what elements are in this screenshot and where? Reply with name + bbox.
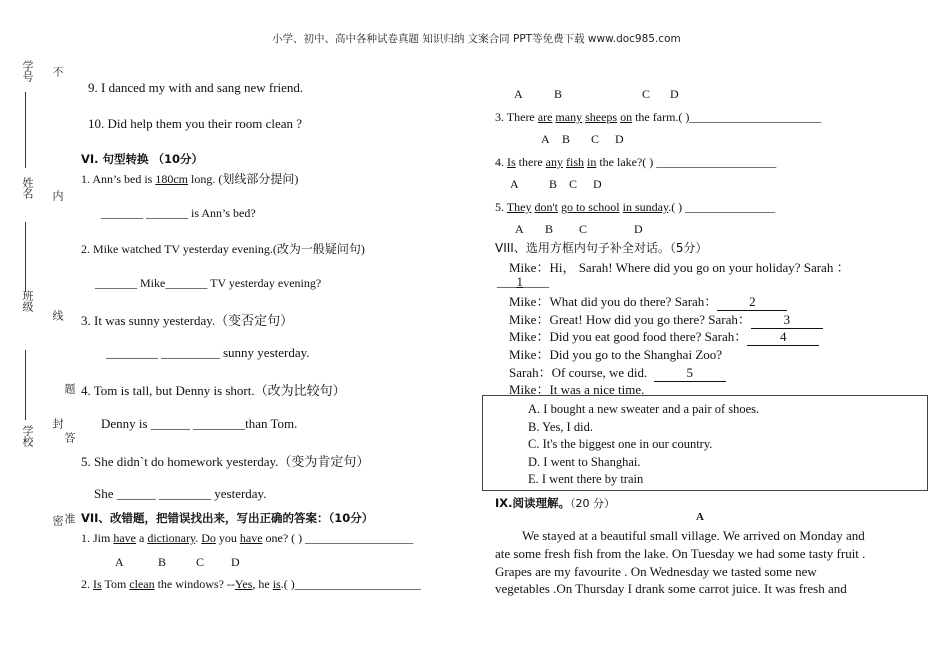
section-6-title: VI. 句型转换 （10分） — [81, 152, 204, 166]
section-8-title: VIII、选用方框内句子补全对话。（5分） — [495, 241, 708, 255]
option-label: D — [670, 87, 679, 101]
s6-item-3: 3. It was sunny yesterday.（变否定句） — [81, 313, 294, 328]
blank-number-1: 1 — [516, 274, 523, 289]
dialogue-line-7: Mike：It was a nice time. — [509, 382, 645, 397]
passage-title: A — [696, 511, 704, 523]
s7-item-3 — [495, 110, 821, 125]
dialogue-line-1: Mike：Hi， Sarah! Where did you go on your holiday? Sarah ： — [509, 260, 850, 275]
option-label: A — [510, 177, 519, 191]
dialogue-text: Sarah：Of course, we did. — [509, 365, 648, 380]
seal-word: 线 — [51, 310, 64, 321]
dialogue-line-2 — [509, 291, 787, 311]
s6-item-1-pre: 1. Ann’s bed is — [81, 172, 156, 186]
s7-item-2 — [81, 577, 421, 592]
blank-number-4: 4 — [747, 329, 819, 346]
option-label: C — [642, 87, 651, 101]
text-part: . — [195, 531, 202, 545]
s7-item-1 — [81, 531, 413, 546]
marked-word-d: in sunday — [622, 200, 669, 214]
text-part: the windows? -- — [154, 577, 235, 591]
option-label: D — [593, 177, 602, 191]
s6-item-2-answer: _______ Mike_______ TV yesterday evening? — [95, 276, 322, 290]
s6-item-5: 5. She didn`t do homework yesterday.（变为肯定句） — [81, 454, 370, 469]
option-label: A — [514, 87, 523, 101]
s7-item-4 — [495, 155, 776, 170]
box-option-c: C. It's the biggest one in our country. — [528, 437, 713, 451]
text-part: one? ( ) __________________ — [262, 531, 414, 545]
s6-item-4-answer: Denny is ______ ________than Tom. — [101, 416, 298, 431]
blank-underline: ___ — [497, 274, 517, 289]
option-label: C — [196, 555, 205, 569]
s7-item-5-options — [515, 222, 643, 237]
passage-line-1: We stayed at a beautiful small village. We arrived on Monday and — [522, 528, 865, 543]
s6-item-1 — [81, 170, 298, 187]
marked-word-a: are — [537, 110, 553, 124]
option-label: A — [541, 132, 550, 146]
seal-word: 不 — [51, 66, 64, 77]
option-label: B — [562, 132, 571, 146]
section-9-title-en: IX.阅读理解。 — [495, 496, 571, 510]
marked-word-d: on — [620, 110, 633, 124]
dialogue-blank-1-line — [497, 274, 549, 290]
s6-item-4: 4. Tom is tall, but Denny is short.（改为比较句） — [81, 383, 346, 398]
blank-number-3: 3 — [751, 312, 823, 329]
text-part: 5. — [495, 200, 507, 214]
option-label: D — [615, 132, 624, 146]
option-label: D — [231, 555, 240, 569]
seal-word: 内 — [51, 190, 64, 201]
s7-item-5 — [495, 200, 775, 215]
option-label: C — [591, 132, 600, 146]
box-option-a: A. I bought a new sweater and a pair of shoes. — [528, 402, 760, 416]
box-option-d: D. I went to Shanghai. — [528, 455, 641, 469]
option-label: B — [545, 222, 554, 236]
s6-item-1-post: long. (划线部分提问) — [188, 172, 299, 186]
options-box — [482, 395, 928, 491]
option-label: B — [554, 87, 563, 101]
seal-word: 准 — [63, 513, 76, 524]
margin-line — [25, 350, 26, 420]
option-label: B — [549, 177, 558, 191]
s7-item-4-options — [510, 177, 602, 192]
text-part: Tom — [101, 577, 130, 591]
section-9-title — [495, 494, 615, 512]
seal-word: 题 — [63, 383, 76, 394]
marked-word-a: Is — [507, 155, 516, 169]
margin-label-class: 班级 — [21, 290, 34, 312]
text-part: the lake?( ) ____________________ — [596, 155, 777, 169]
dialogue-line-5: Mike：Did you go to the Shanghai Zoo? — [509, 347, 723, 362]
marked-word-b: many — [555, 110, 583, 124]
marked-word-b: any — [545, 155, 563, 169]
margin-label-name: 姓名 — [21, 177, 34, 199]
seal-word: 封 — [51, 418, 64, 429]
marked-word-c: go to school — [560, 200, 620, 214]
s6-item-1-answer: _______ _______ is Ann’s bed? — [101, 206, 256, 220]
text-part: the farm.( )______________________ — [632, 110, 822, 124]
marked-word-d: have — [239, 531, 263, 545]
option-label: B — [158, 555, 167, 569]
dialogue-text: Mike：What did you do there? Sarah： — [509, 294, 718, 309]
marked-word-b: dictionary — [147, 531, 196, 545]
option-label: C — [569, 177, 578, 191]
marked-word-a: have — [113, 531, 136, 545]
box-option-e: E. I went there by train — [528, 472, 644, 486]
s6-item-1-underlined: 180cm — [155, 172, 189, 186]
site-header: 小学、初中、高中各种试卷真题 知识归纳 文案合同 PPT等免费下载 www.doc985.com — [272, 33, 681, 45]
text-part: a — [136, 531, 148, 545]
margin-line — [25, 222, 26, 292]
text-part: 2. — [81, 577, 93, 591]
marked-word-d: in — [586, 155, 597, 169]
passage-line-2: ate some fresh fish from the lake. On Tuesday we had some tasty fruit . — [495, 546, 866, 561]
dialogue-line-4 — [509, 326, 819, 346]
question-9: 9. I danced my with and sang new friend. — [88, 80, 304, 95]
passage-line-3: Grapes are my favourite . On Wednesday we tasted some new — [495, 564, 817, 579]
margin-label-id: 学号 — [21, 60, 34, 82]
text-part: 1. Jim — [81, 531, 114, 545]
option-label: D — [634, 222, 643, 236]
s7-item-1-options — [115, 555, 240, 570]
text-part: .( ) _______________ — [668, 200, 776, 214]
dialogue-text: Mike：Did you eat good food there? Sarah： — [509, 329, 748, 344]
marked-word-c: Yes — [234, 577, 253, 591]
s6-item-3-answer: ________ _________ sunny yesterday. — [106, 345, 310, 360]
text-part: 3. There — [495, 110, 538, 124]
option-label: A — [115, 555, 124, 569]
box-option-b: B. Yes, I did. — [528, 420, 593, 434]
question-10: 10. Did help them you their room clean ? — [88, 116, 303, 131]
s6-item-2: 2. Mike watched TV yesterday evening.(改为一般疑问句) — [81, 242, 365, 256]
section-9-score: （20 分） — [570, 497, 616, 510]
marked-word-c: Do — [201, 531, 216, 545]
marked-word-d: is — [272, 577, 281, 591]
text-part: .( )_____________________ — [280, 577, 421, 591]
dialogue-text: Mike：Great! How did you go there? Sarah： — [509, 312, 751, 327]
marked-word-c: fish — [565, 155, 584, 169]
passage-line-4: vegetables .On Thursday I drank some carrot juice. It was fresh and — [495, 581, 847, 596]
s6-item-5-answer: She ______ ________ yesterday. — [94, 486, 267, 501]
option-label: C — [579, 222, 588, 236]
text-part: you — [215, 531, 240, 545]
s7-item-3-options — [541, 132, 624, 147]
marked-word-a: They — [506, 200, 532, 214]
text-part: there — [515, 155, 546, 169]
margin-line — [25, 92, 26, 168]
marked-word-c: sheeps — [585, 110, 618, 124]
blank-number-2: 2 — [717, 294, 787, 311]
marked-word-a: Is — [93, 577, 102, 591]
option-label: A — [515, 222, 524, 236]
blank-underline: ____ — [523, 274, 549, 289]
margin-label-school: 学校 — [21, 425, 34, 447]
blank-number-5: 5 — [654, 365, 726, 382]
marked-word-b: don't — [534, 200, 558, 214]
text-part: 4. — [495, 155, 507, 169]
marked-word-b: clean — [129, 577, 155, 591]
section-7-title: VII、改错题，把错误找出来，写出正确的答案：（10分） — [81, 511, 374, 525]
seal-word: 密 — [51, 515, 64, 526]
text-part: , he — [252, 577, 273, 591]
s7-item-2-options — [514, 87, 679, 102]
seal-word: 答 — [63, 432, 76, 443]
